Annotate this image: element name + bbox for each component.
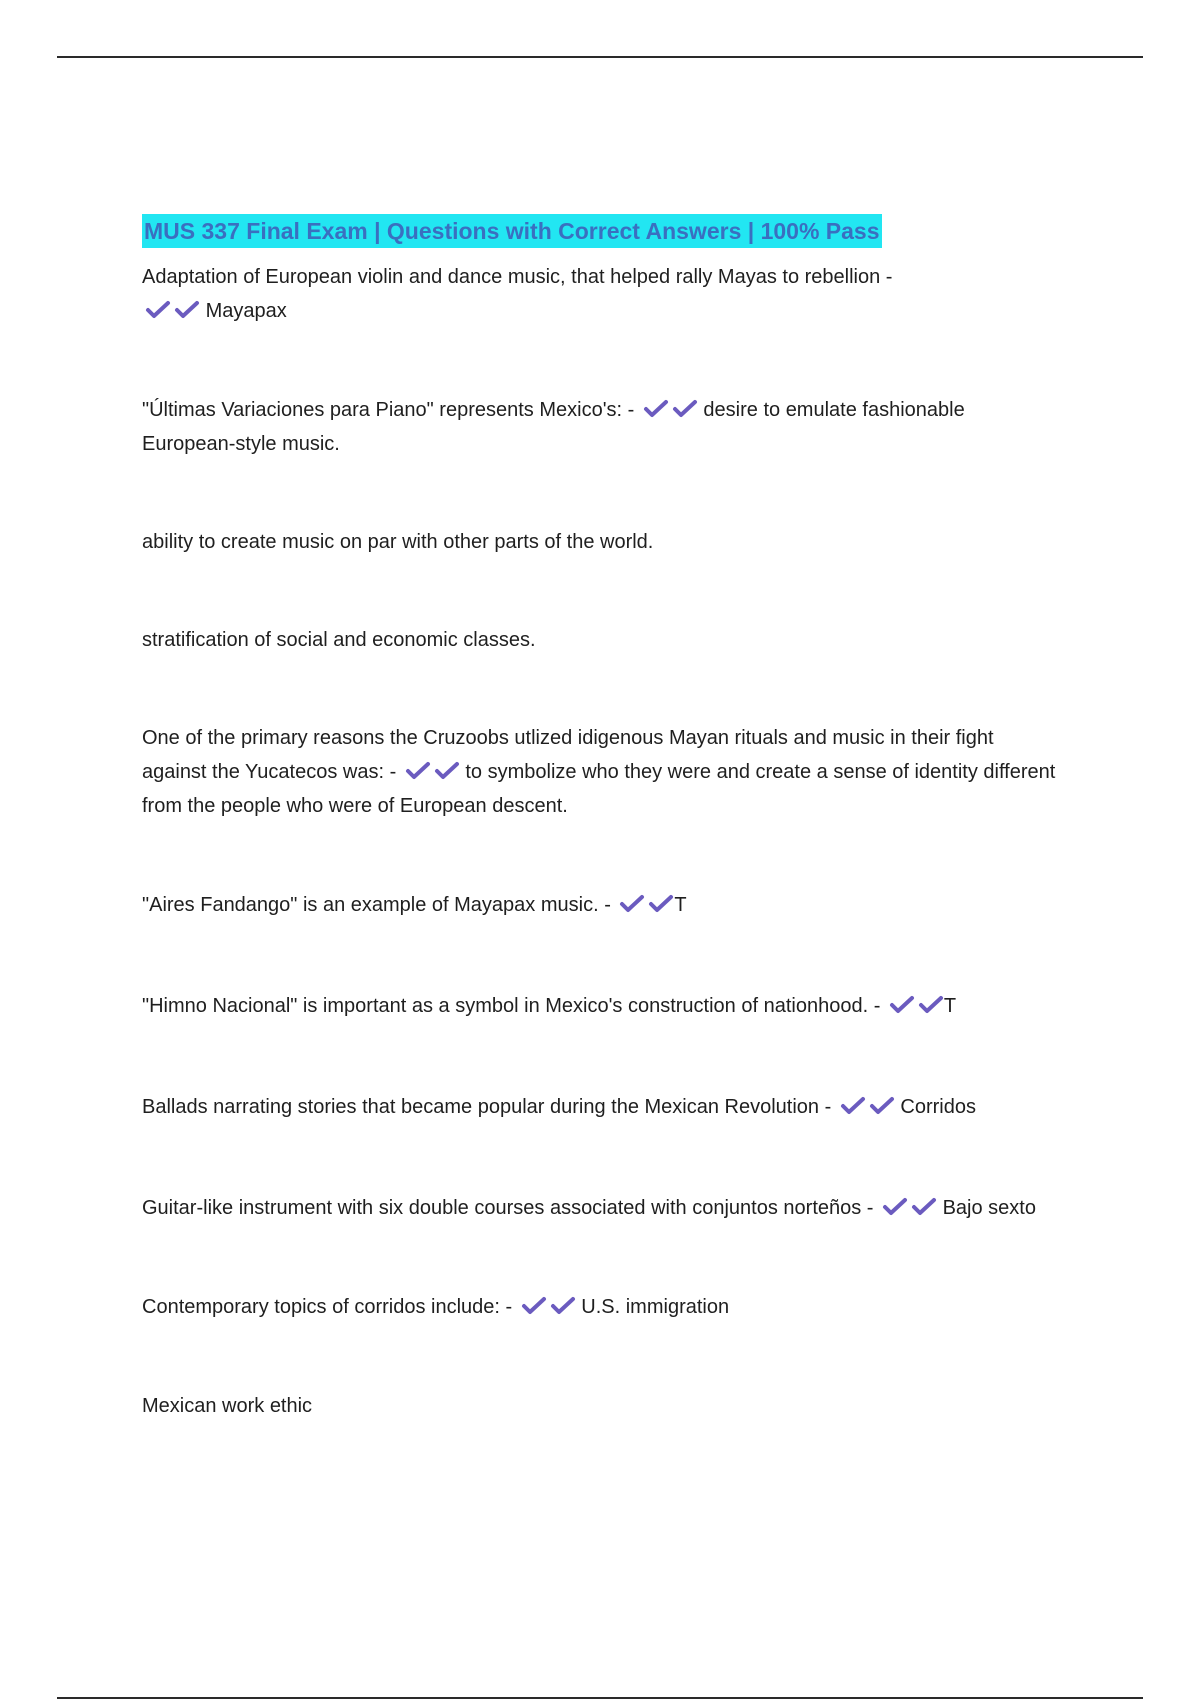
question-text: "Himno Nacional" is important as a symbol in Mexico's construction of nationhood. - [142,995,881,1017]
checkmark-icon [434,761,460,781]
checkmark-icon [889,995,915,1015]
answer-text: T [943,995,957,1017]
question-text: Adaptation of European violin and dance music, that helped rally Mayas to rebellion - [142,266,893,288]
answer-text: U.S. immigration [581,1296,730,1318]
checkmark-icon [840,1096,866,1116]
answer-text: desire to emulate fashionable European-style music. [142,399,965,455]
checkmark-icon [174,300,200,320]
answer-text: T [674,894,687,916]
checkmark-icon [643,399,669,419]
answer-text: Mayapax [205,300,287,322]
checkmark-icon [550,1296,576,1316]
question-text: Guitar-like instrument with six double courses associated with conjuntos norteños - [142,1197,874,1219]
question-text: "Aires Fandango" is an example of Mayapax music. - [142,894,611,916]
header-rule [57,56,1143,58]
checkmark-icon [405,761,431,781]
qa-item [142,721,1062,823]
question-text: "Últimas Variaciones para Piano" represents Mexico's: - [142,399,635,421]
answer-text: Bajo sexto [942,1197,1036,1219]
text-item: Mexican work ethic [142,1395,313,1417]
question-text: Contemporary topics of corridos include: - [142,1296,513,1318]
checkmark-icon [521,1296,547,1316]
answer-text: to symbolize who they were and create a sense of identity different from the people who were of European descent. [142,761,1056,817]
checkmark-icon [619,894,645,914]
qa-item [142,888,1062,922]
checkmark-icon [672,399,698,419]
checkmark-icon [882,1197,908,1217]
text-item: ability to create music on par with other parts of the world. [142,531,654,553]
checkmark-icon [918,995,944,1015]
qa-item [142,393,1062,461]
qa-item [142,1290,1062,1324]
text-item: stratification of social and economic classes. [142,629,536,651]
question-text: One of the primary reasons the Cruzoobs utlized idigenous Mayan rituals and music in their fight against the Yucatecos was: - [142,727,994,783]
checkmark-icon [869,1096,895,1116]
qa-item [142,1191,1062,1225]
qa-item [142,989,1062,1023]
question-text: Ballads narrating stories that became popular during the Mexican Revolution - [142,1096,832,1118]
checkmark-icon [648,894,674,914]
footer-rule [57,1697,1143,1699]
document-body [142,214,1062,1423]
qa-item [142,260,1062,328]
qa-item [142,1090,1062,1124]
page-title: MUS 337 Final Exam | Questions with Correct Answers | 100% Pass [142,214,882,248]
checkmark-icon [145,300,171,320]
checkmark-icon [911,1197,937,1217]
answer-text: Corridos [900,1096,976,1118]
